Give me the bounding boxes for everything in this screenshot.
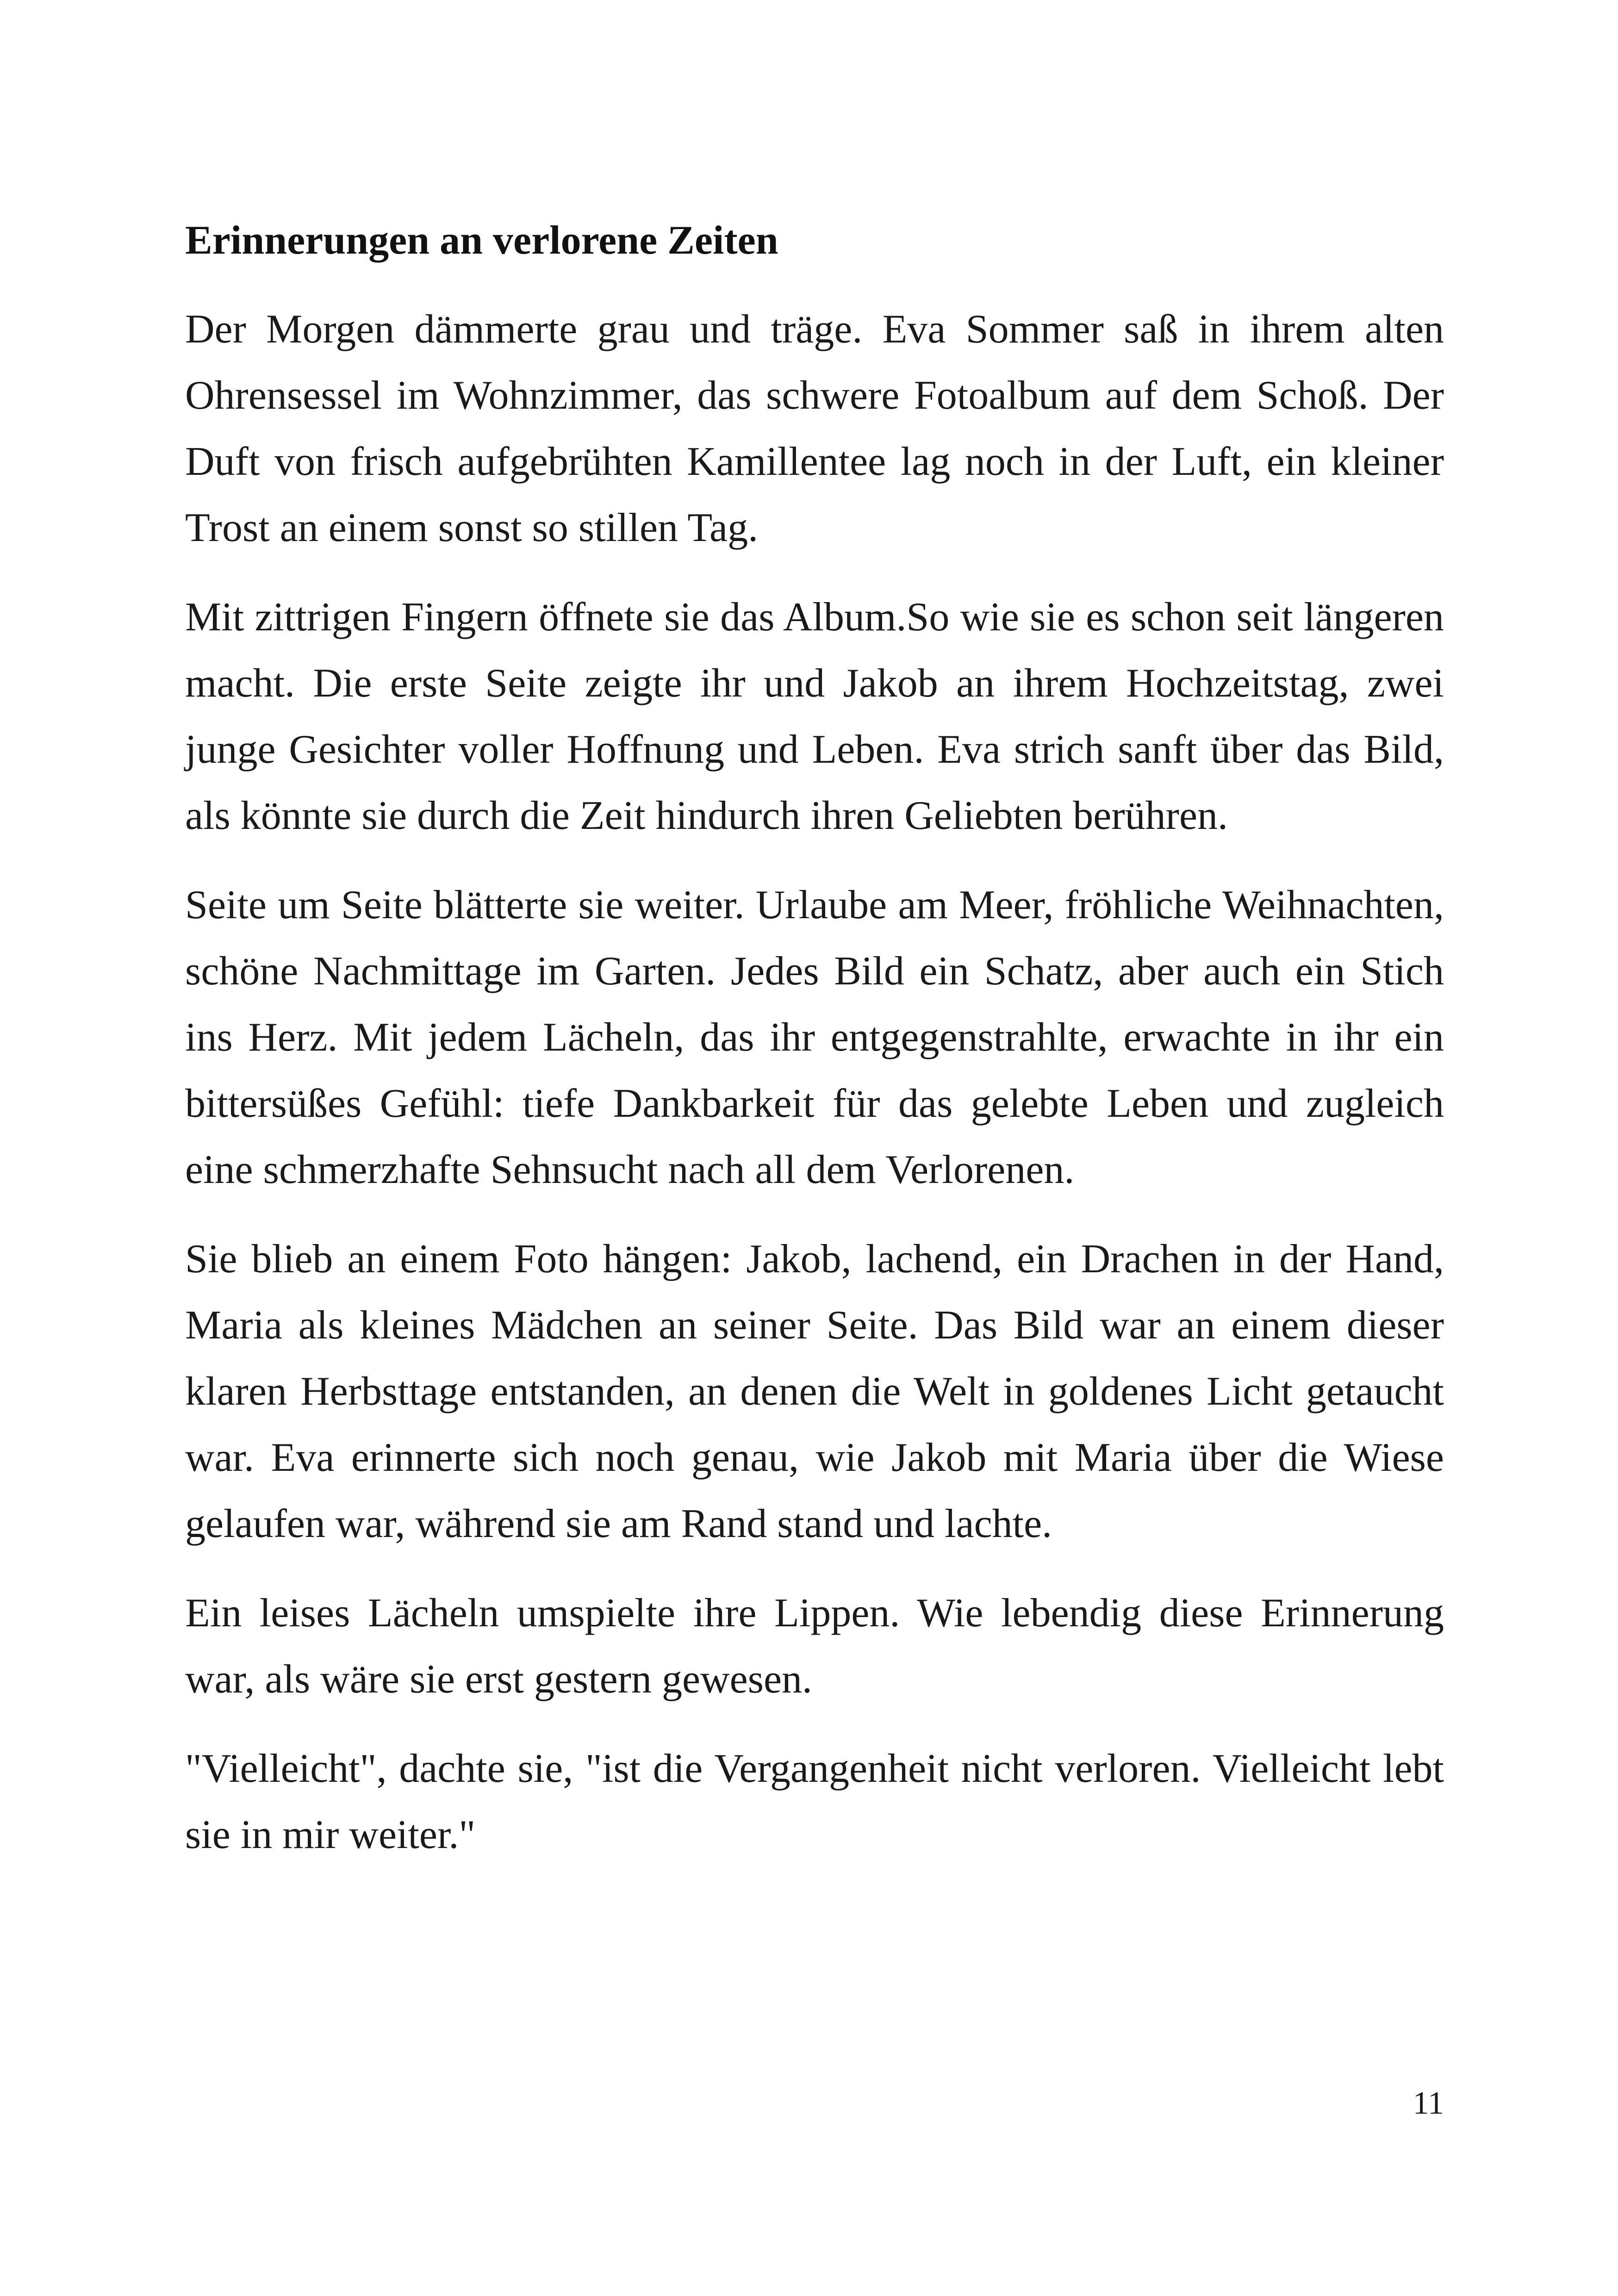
page-body xyxy=(185,213,1444,1891)
page-number: 11 xyxy=(1413,2085,1444,2121)
chapter-title: Erinnerungen an verlorene Zeiten xyxy=(185,218,778,263)
paragraph-6: "Vielleicht", dachte sie, "ist die Vergangenheit nicht verloren. Vielleicht lebt sie in mir weiter." xyxy=(185,1746,1444,1857)
paragraph-3: Seite um Seite blätterte sie weiter. Urlaube am Meer, fröhliche Weihnachten, schöne Nachmittage im Garten. Jedes Bild ein Schatz, aber auch ein Stich ins Herz. Mit jedem Lächeln, das ihr entgegenstrahlte, erwachte in ihr ein bittersüßes Gefühl: tiefe Dankbarkeit für das gelebte Leben und zugleich eine schmerzhafte Sehnsucht nach all dem Verlorenen. xyxy=(185,883,1444,1192)
paragraph-2: Mit zittrigen Fingern öffnete sie das Album.So wie sie es schon seit längeren macht. Die erste Seite zeigte ihr und Jakob an ihrem Hochzeitstag, zwei junge Gesichter voller Hoffnung und Leben. Eva strich sanft über das Bild, als könnte sie durch die Zeit hindurch ihren Geliebten berühren. xyxy=(185,595,1444,838)
paragraph-4: Sie blieb an einem Foto hängen: Jakob, lachend, ein Drachen in der Hand, Maria als kleines Mädchen an seiner Seite. Das Bild war an einem dieser klaren Herbsttage entstanden, an denen die Welt in goldenes Licht getaucht war. Eva erinnerte sich noch genau, wie Jakob mit Maria über die Wiese gelaufen war, während sie am Rand stand und lachte. xyxy=(185,1237,1444,1546)
paragraph-1: Der Morgen dämmerte grau und träge. Eva Sommer saß in ihrem alten Ohrensessel im Wohnzimmer, das schwere Fotoalbum auf dem Schoß. Der Duft von frisch aufgebrühten Kamillentee lag noch in der Luft, ein kleiner Trost an einem sonst so stillen Tag. xyxy=(185,307,1444,550)
paragraph-5: Ein leises Lächeln umspielte ihre Lippen. Wie lebendig diese Erinnerung war, als wäre sie erst gestern gewesen. xyxy=(185,1591,1444,1702)
